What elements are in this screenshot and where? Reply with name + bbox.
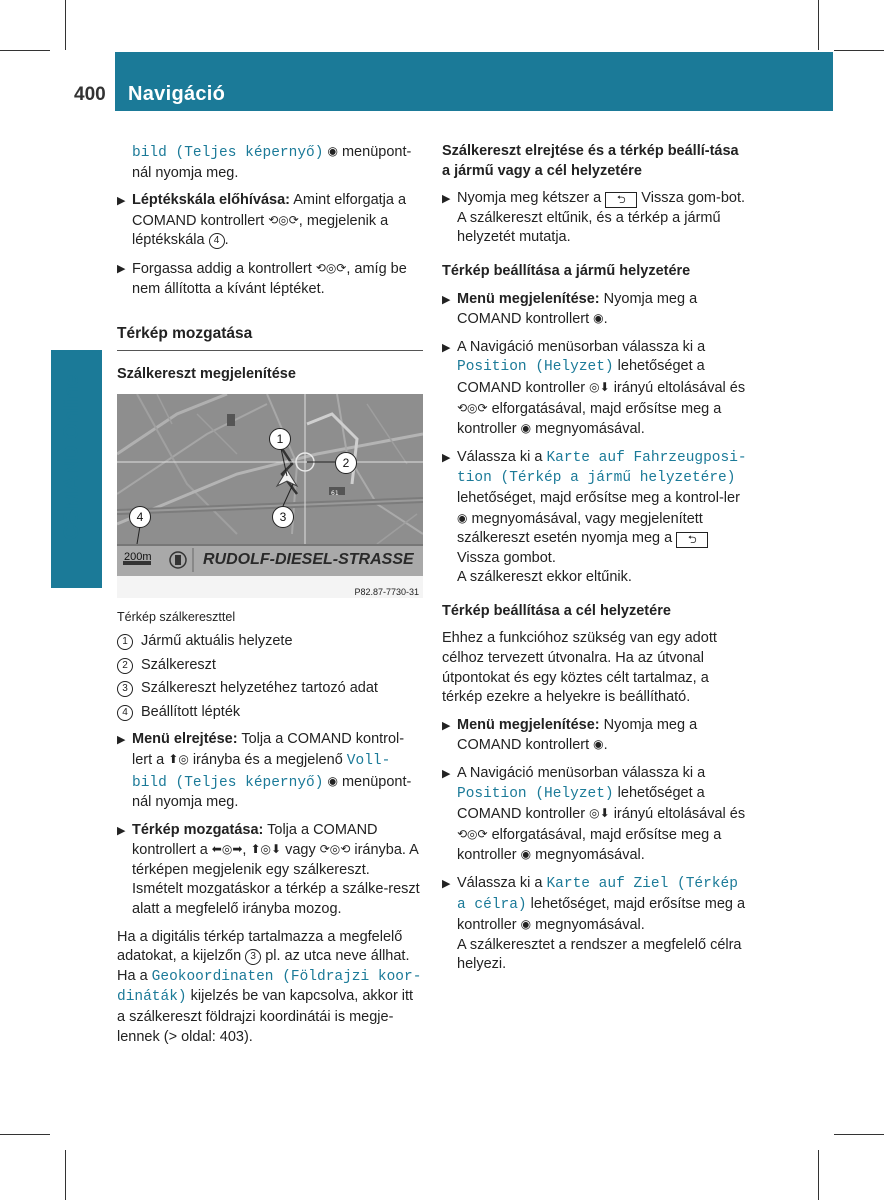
rotate-controller-icon: ⟲◎⟳ <box>315 260 347 275</box>
bullet-menu-show-2: ▶ Menü megjelenítése: Nyomja meg a COMAND kontrollert ◉. <box>442 716 698 754</box>
bullet-arrow-icon: ▶ <box>442 878 451 890</box>
final-paragraph: Ha a digitális térkép tartalmazza a megfelelő adatokat, a kijelzőn 3 pl. az utca neve állhat. Ha a Geokoordinaten (Földrajzi koor-dináták) kijelzés be van kapcsolva, akkor itt a szálkereszt földrajzi koordinátái is megje-lennek (> oldal: 403). <box>117 928 422 1045</box>
crop-mark <box>65 1150 66 1200</box>
callout-number: 3 <box>245 949 261 965</box>
legend-item <box>117 632 423 652</box>
push-up-down-icon: ⬆◎⬇ <box>250 842 282 857</box>
intro-paragraph: bild (Teljes képernyő) ◉ menüpont- nál nyomja meg. <box>132 144 412 181</box>
crop-mark <box>818 1150 819 1200</box>
legend-item <box>117 679 423 699</box>
side-tab-label: COMAND Online <box>60 374 83 540</box>
push-up-icon: ⬆◎ <box>168 751 189 766</box>
push-down-icon: ◎⬇ <box>589 379 610 394</box>
push-down-icon: ◎⬇ <box>589 806 610 821</box>
road-number: 61 <box>331 490 339 498</box>
destination-paragraph: Ehhez a funkcióhoz szükség van egy adott célhoz tervezett útvonalra. Ha az útvonal útpontokat és egy köztes célt tartalmaz, a térkép ezekre a helyekre is beállítható. <box>442 630 717 706</box>
legend-number: 4 <box>117 705 133 721</box>
heading-hide-crosshair: Szálkereszt elrejtése és a térkép beállí-tása a jármű vagy a cél helyzetére <box>442 143 739 179</box>
bullet-arrow-icon: ▶ <box>442 293 451 306</box>
map-street-name: RUDOLF-DIESEL-STRASSE <box>203 551 414 569</box>
bullet-arrow-icon: ▶ <box>117 824 126 837</box>
bullet-press-back: ▶ Nyomja meg kétszer a ⮌ Vissza gom-bot. A szálkereszt eltűnik, és a térkép a jármű helyzetét mutatja. <box>442 190 746 246</box>
legend-text: Jármű aktuális helyzete <box>141 632 293 649</box>
right-column <box>442 142 748 983</box>
push-diagonal-icon: ⟳◎⟲ <box>319 842 351 857</box>
press-icon: ◉ <box>593 311 604 326</box>
left-column <box>117 142 423 1055</box>
crop-mark <box>0 50 50 51</box>
press-icon: ◉ <box>593 737 604 752</box>
crop-mark <box>818 0 819 50</box>
press-icon: ◉ <box>520 917 532 932</box>
map-scale: 200m <box>124 551 152 564</box>
bullet-arrow-icon: ▶ <box>442 341 451 354</box>
heading-vehicle-position: Térkép beállítása a jármű helyzetére <box>442 262 691 279</box>
figure-caption: Térkép szálkereszttel <box>117 610 236 625</box>
legend-number: 2 <box>117 658 133 674</box>
page-number: 400 <box>74 84 106 105</box>
heading-destination-position: Térkép beállítása a cél helyzetére <box>442 602 671 619</box>
map-callout-2: 2 <box>335 452 357 474</box>
back-button-icon: ⮌ <box>676 532 708 548</box>
figure-legend <box>117 632 423 722</box>
bullet-arrow-icon: ▶ <box>117 195 126 208</box>
crop-mark <box>65 0 66 50</box>
bullet-scale: ▶ Léptékskála előhívása: Amint elforgatja a COMAND kontrollert ⟲◎⟳, megjelenik a léptékskála 4 . <box>117 192 407 249</box>
bullet-menu-hide: ▶ Menü elrejtése: Tolja a COMAND kontrol-lert a ⬆◎ irányba és a megjelenő Voll- bild (Teljes képernyő) ◉ menüpont-nál nyomja meg. <box>117 731 412 811</box>
section-title: Térkép mozgatása <box>117 324 423 351</box>
subsection-title: Szálkereszt megjelenítése <box>117 365 296 382</box>
bullet-arrow-icon: ▶ <box>117 734 126 747</box>
bullet-map-move: ▶ Térkép mozgatása: Tolja a COMAND kontrollert a ⬅◎➡, ⬆◎⬇ vagy ⟳◎⟲ irányba. A térképen megjelenik egy szálkereszt. Ismételt mozgatáskor a térkép a szálke-reszt alatt a megfelelő irányba mozog. <box>117 821 420 918</box>
bullet-menu-show: ▶ Menü megjelenítése: Nyomja meg a COMAND kontrollert ◉. <box>442 290 698 328</box>
map-figure <box>117 394 423 598</box>
legend-text: Beállított lépték <box>141 703 241 720</box>
map-callout-4: 4 <box>129 506 151 528</box>
rotate-controller-icon: ⟲◎⟳ <box>457 400 488 415</box>
map-callout-1: 1 <box>269 428 291 450</box>
legend-text: Szálkereszt helyzetéhez tartozó adat <box>141 680 378 697</box>
menu-code: bild (Teljes képernyő) <box>132 145 324 161</box>
bullet-select-position-2: ▶ A Navigáció menüsorban válassza ki a Position (Helyzet) lehetőséget a COMAND kontroller ◎⬇ irányú eltolásával és ⟲◎⟳ elforgatásával, majd erősítse meg a kontroller ◉ megnyomásával. <box>442 765 746 864</box>
chapter-title: Navigáció <box>128 83 226 105</box>
bullet-arrow-icon: ▶ <box>442 193 451 206</box>
legend-text: Szálkereszt <box>141 656 216 673</box>
bullet-arrow-icon: ▶ <box>442 451 451 464</box>
rotate-controller-icon: ⟲◎⟳ <box>457 826 488 841</box>
figure-reference: P82.87-7730-31 <box>354 587 419 598</box>
bullet-arrow-icon: ▶ <box>442 768 451 781</box>
legend-number: 3 <box>117 681 133 697</box>
callout-number: 4 <box>209 233 225 249</box>
press-icon: ◉ <box>327 144 338 158</box>
bullet-select-destination-map: ▶ Válassza ki a Karte auf Ziel (Térkép a célra) lehetőséget, majd erősítse meg a kontroller ◉ megnyomásával. A szálkeresztet a rendszer a megfelelő célra helyezi. <box>442 875 746 973</box>
press-icon: ◉ <box>457 510 468 525</box>
rotate-controller-icon: ⟲◎⟳ <box>268 212 299 227</box>
crop-mark <box>834 1134 884 1135</box>
bullet-turn: ▶ Forgassa addig a kontrollert ⟲◎⟳, amíg be nem állította a kívánt léptéket. <box>117 260 407 297</box>
push-left-right-icon: ⬅◎➡ <box>211 842 243 857</box>
legend-number: 1 <box>117 634 133 650</box>
press-icon: ◉ <box>327 773 338 788</box>
bullet-select-position: ▶ A Navigáció menüsorban válassza ki a Position (Helyzet) lehetőséget a COMAND kontroller ◎⬇ irányú eltolásával és ⟲◎⟳ elforgatásával, majd erősítse meg a kontroller ◉ megnyomásával. <box>442 338 746 438</box>
bullet-arrow-icon: ▶ <box>442 719 451 732</box>
map-callout-3: 3 <box>272 506 294 528</box>
press-icon: ◉ <box>520 847 532 862</box>
bullet-arrow-icon: ▶ <box>117 262 126 275</box>
legend-item <box>117 703 423 723</box>
bullet-select-vehicle-map: ▶ Válassza ki a Karte auf Fahrzeugposi-tion (Térkép a jármű helyzetére) lehetőséget, majd erősítse meg a kontrol-ler ◉ megnyomásával, vagy megjelenített szálkereszt esetén nyomja meg a ⮌ Vissza gombot. A szálkereszt ekkor eltűnik. <box>442 448 747 586</box>
press-icon: ◉ <box>520 421 532 436</box>
crop-mark <box>0 1134 50 1135</box>
legend-item <box>117 656 423 676</box>
crop-mark <box>834 50 884 51</box>
back-button-icon: ⮌ <box>605 192 637 208</box>
